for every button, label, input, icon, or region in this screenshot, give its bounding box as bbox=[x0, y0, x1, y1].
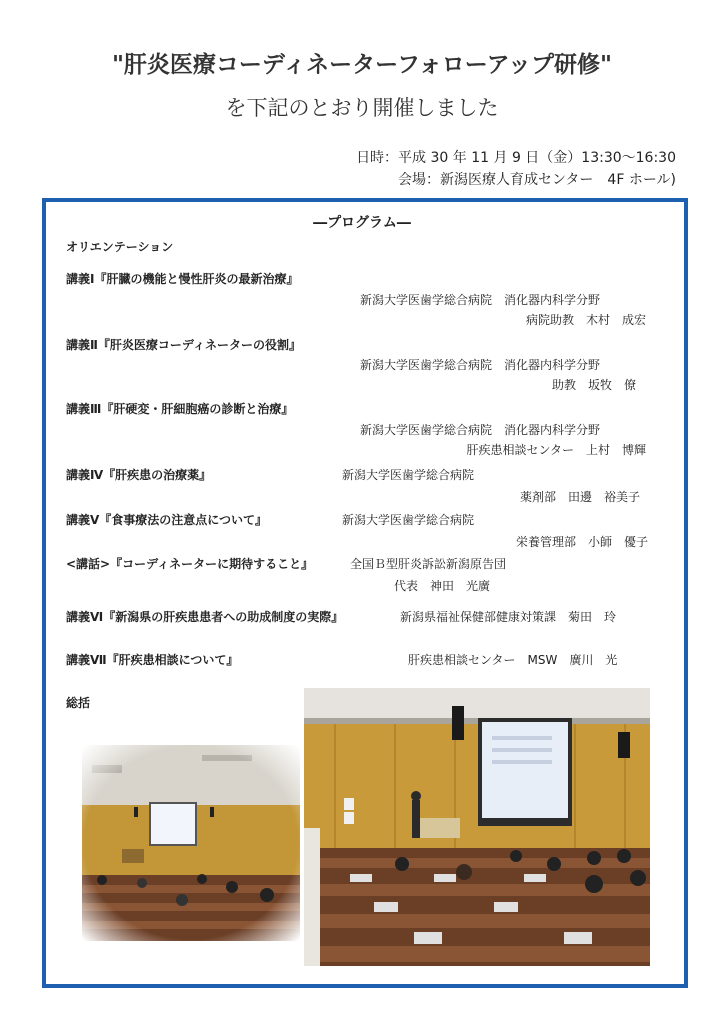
page-subtitle: を下記のとおり開催しました bbox=[225, 96, 499, 120]
lecture-3-speaker: 肝疾患相談センター 上村 博輝 bbox=[466, 443, 646, 457]
lecture-4-speaker: 薬剤部 田邊 裕美子 bbox=[519, 490, 640, 504]
program-heading: ―プログラム― bbox=[313, 215, 411, 231]
lecture-3-affiliation: 新潟大学医歯学総合病院 消化器内科学分野 bbox=[360, 423, 601, 437]
summary-label: 総括 bbox=[66, 696, 91, 710]
orientation-label: オリエンテーション bbox=[66, 240, 174, 254]
event-date: 日時：平成 30 年 11 月 9 日（金）13:30～16:30 bbox=[356, 150, 676, 166]
seminar-photo-small bbox=[82, 745, 300, 941]
talk-speaker: 代表 神田 光廣 bbox=[394, 579, 491, 593]
lecture-6-title: 講義Ⅵ『新潟県の肝疾患患者への助成制度の実際』 bbox=[66, 610, 344, 624]
lecture-3-title: 講義Ⅲ『肝硬変・肝細胞癌の診断と治療』 bbox=[66, 402, 294, 416]
page-title: "肝炎医療コーディネーターフォローアップ研修" bbox=[111, 52, 613, 78]
lecture-1-affiliation: 新潟大学医歯学総合病院 消化器内科学分野 bbox=[360, 293, 601, 307]
talk-affiliation: 全国Ｂ型肝炎訴訟新潟原告団 bbox=[350, 557, 507, 571]
lecture-2-affiliation: 新潟大学医歯学総合病院 消化器内科学分野 bbox=[360, 358, 601, 372]
lecture-7-affiliation: 肝疾患相談センター MSW 廣川 光 bbox=[408, 653, 618, 667]
lecture-1-title: 講義Ⅰ『肝臓の機能と慢性肝炎の最新治療』 bbox=[66, 272, 299, 286]
talk-title: <講話>『コーディネーターに期待すること』 bbox=[66, 557, 314, 571]
lecture-4-title: 講義Ⅳ『肝疾患の治療薬』 bbox=[66, 468, 212, 482]
lecture-7-title: 講義Ⅶ『肝疾患相談について』 bbox=[66, 653, 239, 667]
lecture-5-speaker: 栄養管理部 小師 優子 bbox=[515, 535, 648, 549]
lecture-5-title: 講義Ⅴ『食事療法の注意点について』 bbox=[66, 513, 268, 527]
seminar-photo-large bbox=[304, 688, 650, 966]
lecture-1-speaker: 病院助教 木村 成宏 bbox=[525, 313, 646, 327]
event-venue: 会場：新潟医療人育成センター 4F ホール) bbox=[397, 172, 676, 188]
lecture-5-affiliation: 新潟大学医歯学総合病院 bbox=[342, 513, 475, 527]
lecture-2-title: 講義Ⅱ『肝炎医療コーディネーターの役割』 bbox=[66, 338, 301, 352]
lecture-2-speaker: 助教 坂牧 僚 bbox=[551, 378, 636, 392]
lecture-4-affiliation: 新潟大学医歯学総合病院 bbox=[342, 468, 475, 482]
lecture-6-affiliation: 新潟県福祉保健部健康対策課 菊田 玲 bbox=[400, 610, 617, 624]
